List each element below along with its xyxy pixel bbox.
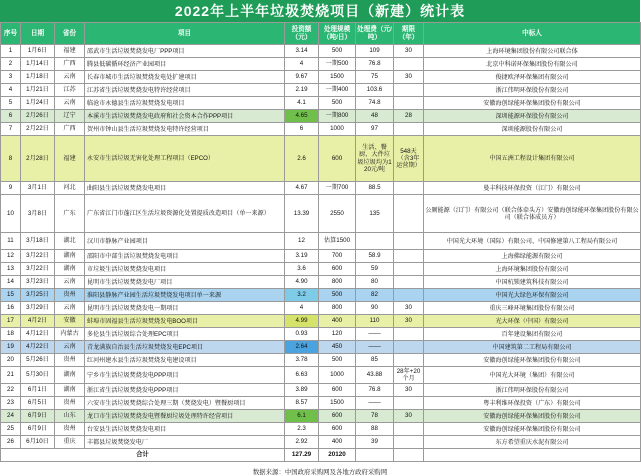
row-investment: 3.2 [285, 289, 319, 302]
row-fee: 43.88 [356, 367, 394, 384]
row-date: 1月24日 [21, 97, 55, 110]
row-fee: 39 [356, 436, 394, 449]
row-fee: 59 [356, 263, 394, 276]
row-province: 辽宁 [55, 110, 85, 123]
row-province: 广东 [55, 195, 85, 233]
row-fee: 103.6 [356, 84, 394, 97]
row-province: 云南 [55, 97, 85, 110]
page-title: 2022年上半年垃圾焚烧项目（新建）统计表 [0, 0, 640, 22]
row-fee: 58.9 [356, 250, 394, 263]
row-project-name: 邵阳市中部生活垃圾焚烧发电项目 [85, 250, 285, 263]
row-winner: 中国光大环境（集团）有限公司 [424, 367, 641, 384]
row-project-name: 昆明市生活垃圾焚烧发电一期项目 [85, 302, 285, 315]
row-investment: 3.89 [285, 384, 319, 397]
table-row [1, 289, 641, 302]
row-date: 1月14日 [21, 58, 55, 71]
row-investment: 2.19 [285, 84, 319, 97]
row-project-name: 龙口市生活垃圾焚烧发电暨餐厨垃圾处理特许经营项目 [85, 410, 285, 423]
row-investment: 3.6 [285, 263, 319, 276]
row-date: 3月8日 [21, 195, 55, 233]
row-winner: 中国光大绿色环保有限公司 [424, 289, 641, 302]
row-fee: —— [356, 397, 394, 410]
table-row [1, 45, 641, 58]
row-investment: 9.67 [285, 71, 319, 84]
column-header-fee: 处理费（元/吨） [356, 23, 394, 45]
row-scale: 600 [319, 410, 356, 423]
table-row [1, 436, 641, 449]
row-fee: 75 [356, 71, 394, 84]
row-winner: 安徽海创绿能环保集团股份有限公司 [424, 423, 641, 436]
waste-incineration-table [0, 22, 641, 462]
row-index: 17 [1, 315, 21, 328]
row-project-name: 曲阳县生活垃圾焚烧发电项目 [85, 182, 285, 195]
table-row [1, 123, 641, 136]
column-header-date: 日期 [21, 23, 55, 45]
row-index: 19 [1, 341, 21, 354]
row-index: 13 [1, 263, 21, 276]
row-term: 30 [394, 71, 424, 84]
row-fee: 90 [356, 302, 394, 315]
row-term [394, 97, 424, 110]
row-fee: 109 [356, 45, 394, 58]
row-term [394, 84, 424, 97]
row-winner: 俊捷欧泽环保集团有限公司 [424, 71, 641, 84]
row-scale: 500 [319, 289, 356, 302]
row-province: 湖南 [55, 263, 85, 276]
column-header-scale: 处理规模（吨/日） [319, 23, 356, 45]
table-row [1, 315, 641, 328]
column-header-winner: 中标人 [424, 23, 641, 45]
row-term [394, 233, 424, 250]
row-scale: 800 [319, 276, 356, 289]
row-investment: 2.64 [285, 341, 319, 354]
row-fee: 97 [356, 123, 394, 136]
row-project-name: 腾县低碳循环经济产业园项目 [85, 58, 285, 71]
row-index: 7 [1, 123, 21, 136]
row-index: 14 [1, 276, 21, 289]
row-investment: 13.39 [285, 195, 319, 233]
row-date: 3月25日 [21, 289, 55, 302]
row-index: 22 [1, 384, 21, 397]
row-term [394, 423, 424, 436]
row-project-name: 蚌埠市固福县生活垃圾焚烧发电BOO项目 [85, 315, 285, 328]
row-winner: 曼丰科技环保投资（江门）有限公司 [424, 182, 641, 195]
row-term: 30 [394, 410, 424, 423]
data-source-note: 数据来源：中国政府采购网及各地方政府采购网 [252, 469, 388, 476]
total-investment: 127.29 [285, 449, 319, 462]
table-row [1, 354, 641, 367]
row-winner: 安徽海创绿能环保集团股份有限公司 [424, 354, 641, 367]
row-scale: 2550 [319, 195, 356, 233]
row-fee: 82 [356, 289, 394, 302]
row-term: 548天（含3年运营期） [394, 136, 424, 182]
row-scale: 400 [319, 315, 356, 328]
table-row [1, 71, 641, 84]
row-project-name: 昆明市生活垃圾焚烧发电厂项目 [85, 276, 285, 289]
row-index: 5 [1, 97, 21, 110]
row-fee: 78 [356, 410, 394, 423]
row-fee: 135 [356, 195, 394, 233]
row-province: 湖南 [55, 250, 85, 263]
row-date: 5月30日 [21, 367, 55, 384]
row-province: 云南 [55, 276, 85, 289]
row-scale: 600 [319, 136, 356, 182]
row-winner: 中国建筑第二工程局有限公司 [424, 341, 641, 354]
row-date: 2月28日 [21, 136, 55, 182]
row-index: 26 [1, 436, 21, 449]
row-term: 28 [394, 110, 424, 123]
table-row [1, 136, 641, 182]
row-scale: 600 [319, 384, 356, 397]
table-body [1, 45, 641, 462]
row-fee: —— [356, 341, 394, 354]
column-header-project: 项目 [85, 23, 285, 45]
row-project-name: 浙江省生活垃圾焚烧发电PPP项目 [85, 384, 285, 397]
row-term [394, 182, 424, 195]
row-term [394, 250, 424, 263]
row-index: 10 [1, 195, 21, 233]
row-province: 贵州 [55, 423, 85, 436]
row-project-name: 宁乡市生活垃圾焚烧发电PPP项目 [85, 367, 285, 384]
row-scale: 120 [319, 328, 356, 341]
row-fee: 74.8 [356, 97, 394, 110]
row-project-name: 红河州建水县生活垃圾焚烧发电建设项目 [85, 354, 285, 367]
row-date: 6月9日 [21, 410, 55, 423]
row-term: 30 [394, 315, 424, 328]
row-province: 贵州 [55, 354, 85, 367]
row-index: 21 [1, 367, 21, 384]
table-row [1, 302, 641, 315]
row-winner: 公厕能源（江门）有限公司（联合体牵头方）安徽海创绿能环保集团股份有限公司（联合体成员方） [424, 195, 641, 233]
row-index: 11 [1, 233, 21, 250]
row-index: 4 [1, 84, 21, 97]
row-scale: 600 [319, 263, 356, 276]
row-term [394, 289, 424, 302]
row-winner: 安徽海创绿能环保集团股份有限公司 [424, 97, 641, 110]
row-fee: 80 [356, 276, 394, 289]
row-date: 6月10日 [21, 436, 55, 449]
row-project-name: 汉川市静脉产业园项目 [85, 233, 285, 250]
row-winner: 中国杭锁建筑科技有限公司 [424, 276, 641, 289]
row-winner: 安徽海创绿能环保集团股份有限公司 [424, 410, 641, 423]
row-term [394, 354, 424, 367]
row-project-name: 本溪市生活垃圾焚烧发电政府和社会资本合作PPP项目 [85, 110, 285, 123]
row-province: 江苏 [55, 84, 85, 97]
table-row [1, 276, 641, 289]
row-fee: —— [356, 328, 394, 341]
row-province: 湖北 [55, 233, 85, 250]
row-term [394, 263, 424, 276]
row-scale: 一期800 [319, 110, 356, 123]
row-date: 3月22日 [21, 263, 55, 276]
table-row [1, 367, 641, 384]
row-province: 贵州 [55, 397, 85, 410]
row-project-name: 淮阳县静脉产业园生活垃圾焚烧发电项目单一来源 [85, 289, 285, 302]
row-index: 15 [1, 289, 21, 302]
row-term [394, 436, 424, 449]
row-fee: 88.5 [356, 182, 394, 195]
row-investment: 4.65 [285, 110, 319, 123]
row-date: 2月26日 [21, 110, 55, 123]
row-province: 贵州 [55, 289, 85, 302]
row-scale: 500 [319, 45, 356, 58]
row-investment: 12 [285, 233, 319, 250]
total-label: 合计 [1, 449, 285, 462]
column-header-investment: 投资额（元） [285, 23, 319, 45]
row-project-name: 临沧市永德县生活垃圾焚烧发电项目 [85, 97, 285, 110]
row-winner: 上海环境集团股份有限公司 [424, 263, 641, 276]
row-date: 6月5日 [21, 397, 55, 410]
table-row [1, 341, 641, 354]
row-investment: 6 [285, 123, 319, 136]
row-province: 广西 [55, 58, 85, 71]
row-fee: 生活、餐厨、大件垃圾垃圾均为120元/吨 [356, 136, 394, 182]
total-winner [424, 449, 641, 462]
row-winner: 浙江伟明环保股份有限公司 [424, 384, 641, 397]
row-term: 30 [394, 302, 424, 315]
row-date: 4月12日 [21, 328, 55, 341]
row-scale: 一期400 [319, 84, 356, 97]
row-investment: 4 [285, 58, 319, 71]
row-province: 云南 [55, 341, 85, 354]
row-province: 云南 [55, 302, 85, 315]
table-row [1, 97, 641, 110]
row-scale: 1000 [319, 367, 356, 384]
row-date: 6月1日 [21, 384, 55, 397]
table-row [1, 423, 641, 436]
row-index: 20 [1, 354, 21, 367]
row-term: 30 [394, 384, 424, 397]
row-investment: 3.14 [285, 45, 319, 58]
row-winner: 浙江伟明环保股份有限公司 [424, 84, 641, 97]
table-row [1, 384, 641, 397]
row-investment: 6.63 [285, 367, 319, 384]
row-date: 3月18日 [21, 233, 55, 250]
row-index: 24 [1, 410, 21, 423]
row-date: 3月23日 [21, 276, 55, 289]
row-fee: 76.8 [356, 58, 394, 71]
row-investment: 2.6 [285, 136, 319, 182]
row-project-name: 永安市生活垃圾无害化处理工程项目（EPCO） [85, 136, 285, 182]
row-project-name: 市垃圾生活垃圾焚烧发电项目 [85, 263, 285, 276]
row-investment: 4.67 [285, 182, 319, 195]
row-project-name: 多伦县生活垃圾综合处理EPC项目 [85, 328, 285, 341]
table-row [1, 233, 641, 250]
row-province: 内蒙古 [55, 328, 85, 341]
row-scale: 1000 [319, 123, 356, 136]
row-date: 4月2日 [21, 315, 55, 328]
column-header-no: 序号 [1, 23, 21, 45]
row-project-name: 江苏省生活垃圾焚烧发电特许经营项目 [85, 84, 285, 97]
row-investment: 3.78 [285, 354, 319, 367]
row-province: 河北 [55, 182, 85, 195]
total-term [394, 449, 424, 462]
row-project-name: 台安县生活垃圾焚烧发电项目 [85, 423, 285, 436]
row-investment: 4.90 [285, 276, 319, 289]
row-fee: 88 [356, 423, 394, 436]
column-header-term: 期限（年） [394, 23, 424, 45]
table-row [1, 397, 641, 410]
row-project-name: 长春市城市生活垃圾焚烧发电处扩建项目 [85, 71, 285, 84]
row-scale: 450 [319, 341, 356, 354]
table-row [1, 250, 641, 263]
table-row [1, 263, 641, 276]
row-scale: 800 [319, 302, 356, 315]
row-investment: 4 [285, 302, 319, 315]
row-date: 2月22日 [21, 123, 55, 136]
row-fee: 48 [356, 110, 394, 123]
total-fee [356, 449, 394, 462]
row-term: 30 [394, 45, 424, 58]
table-row [1, 195, 641, 233]
row-date: 1月18日 [21, 71, 55, 84]
row-term [394, 195, 424, 233]
row-scale: 600 [319, 423, 356, 436]
row-index: 18 [1, 328, 21, 341]
table-row [1, 84, 641, 97]
row-fee: 110 [356, 315, 394, 328]
row-term [394, 58, 424, 71]
row-winner: 中国五洲工程设计集团有限公司 [424, 136, 641, 182]
row-date: 3月29日 [21, 302, 55, 315]
row-date: 1月6日 [21, 45, 55, 58]
total-row [1, 449, 641, 462]
row-term [394, 328, 424, 341]
column-header-province: 省份 [55, 23, 85, 45]
row-winner: 上海环境集团股份有限公司联合体 [424, 45, 641, 58]
row-winner: 深圳能源股份有限公司 [424, 123, 641, 136]
row-date: 3月1日 [21, 182, 55, 195]
table-row [1, 58, 641, 71]
row-term [394, 276, 424, 289]
table-header-row [1, 23, 641, 45]
row-investment: 4.99 [285, 315, 319, 328]
row-investment: 2.3 [285, 423, 319, 436]
row-project-name: 邵武市生活垃圾焚烧发电厂PPP项目 [85, 45, 285, 58]
row-scale: 500 [319, 97, 356, 110]
row-index: 12 [1, 250, 21, 263]
row-scale: 700 [319, 250, 356, 263]
row-province: 湖南 [55, 384, 85, 397]
row-province: 福建 [55, 45, 85, 58]
row-winner: 北京中科诺环保集团股份有限公司 [424, 58, 641, 71]
row-province: 福建 [55, 136, 85, 182]
row-scale: 估算1500 [319, 233, 356, 250]
row-scale: 1500 [319, 397, 356, 410]
row-province: 安徽 [55, 315, 85, 328]
row-date: 4月22日 [21, 341, 55, 354]
row-scale: 1500 [319, 71, 356, 84]
row-province: 山东 [55, 410, 85, 423]
row-winner: 中国光大环境（国际）有限公司、中国修建第八工程局有限公司 [424, 233, 641, 250]
row-date: 5月26日 [21, 354, 55, 367]
row-project-name: 六安市生活垃圾焚烧综合处理三期（焚烧发电）暨餐厨项目 [85, 397, 285, 410]
row-index: 2 [1, 58, 21, 71]
row-winner: 粤丰利维环保投资（广东）有限公司 [424, 397, 641, 410]
row-date: 1月21日 [21, 84, 55, 97]
row-investment: 6.1 [285, 410, 319, 423]
row-winner: 光大环保（中国）有限公司 [424, 315, 641, 328]
row-term [394, 397, 424, 410]
row-winner: 重庆三峰环境集团股份有限公司 [424, 302, 641, 315]
row-scale: 一期700 [319, 182, 356, 195]
row-investment: 8.57 [285, 397, 319, 410]
row-date: 6月9日 [21, 423, 55, 436]
row-index: 8 [1, 136, 21, 182]
row-province: 湖南 [55, 367, 85, 384]
table-row [1, 410, 641, 423]
row-fee: 76.8 [356, 384, 394, 397]
row-index: 16 [1, 302, 21, 315]
row-project-name: 贺州市钟山县生活垃圾焚烧发电特许经营项目 [85, 123, 285, 136]
row-investment: 2.92 [285, 436, 319, 449]
row-investment: 4.1 [285, 97, 319, 110]
row-term: 28年+20个月 [394, 367, 424, 384]
row-project-name: 广东省江门市蓬江区生活垃圾资源化处置提质改造项目（单一来源） [85, 195, 285, 233]
table-row [1, 182, 641, 195]
row-winner: 东方希望重庆水泥有限公司 [424, 436, 641, 449]
row-fee: 85 [356, 354, 394, 367]
row-winner: 上海佛绿能源有限公司 [424, 250, 641, 263]
row-date: 3月22日 [21, 250, 55, 263]
row-fee [356, 233, 394, 250]
row-winner: 深圳能源环保股份有限公司 [424, 110, 641, 123]
row-winner: 百年建设集团有限公司 [424, 328, 641, 341]
row-project-name: 丰都县垃圾焚烧发电厂 [85, 436, 285, 449]
row-index: 23 [1, 397, 21, 410]
row-index: 1 [1, 45, 21, 58]
row-term [394, 341, 424, 354]
table-row [1, 110, 641, 123]
row-scale: 一期500 [319, 58, 356, 71]
row-term [394, 123, 424, 136]
row-province: 广西 [55, 123, 85, 136]
row-index: 9 [1, 182, 21, 195]
row-investment: 0.93 [285, 328, 319, 341]
row-scale: 500 [319, 354, 356, 367]
row-index: 25 [1, 423, 21, 436]
row-province: 云南 [55, 71, 85, 84]
row-province: 重庆 [55, 436, 85, 449]
row-scale: 400 [319, 436, 356, 449]
table-row [1, 328, 641, 341]
total-scale: 20120 [319, 449, 356, 462]
row-investment: 3.19 [285, 250, 319, 263]
row-project-name: 青龙满族自治县生活垃圾焚烧发电EPC项目 [85, 341, 285, 354]
row-index: 3 [1, 71, 21, 84]
row-index: 6 [1, 110, 21, 123]
